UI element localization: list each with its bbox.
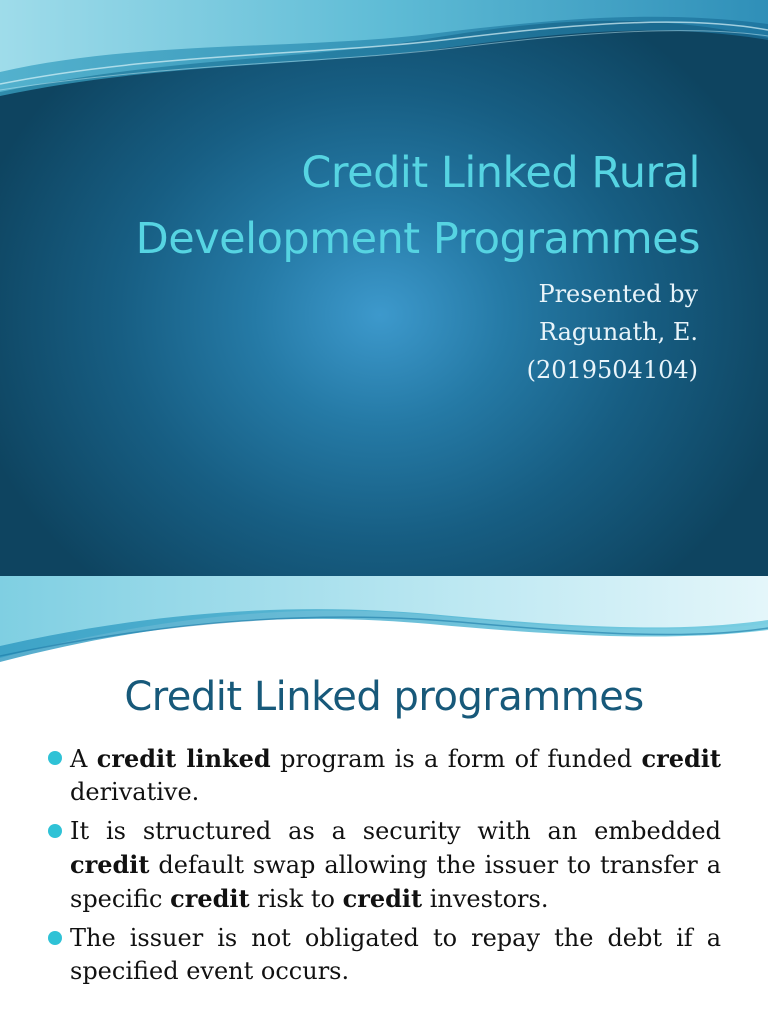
bullet-list (48, 742, 721, 994)
slide-title-line-2: Development Programmes (135, 214, 700, 264)
bullet-dot-icon (48, 824, 62, 838)
bullet-text: It is structured as a security with an embedded (70, 817, 721, 845)
slide-title-line-1: Credit Linked Rural (301, 148, 700, 198)
bullet-text: A (70, 745, 97, 773)
bullet-text: default swap allowing the issuer to transfer a specific (70, 851, 721, 913)
bullet-item (48, 922, 721, 988)
bullet-text: risk to (249, 885, 343, 913)
decorative-wave-top (0, 576, 768, 671)
bullet-text: The issuer is not obligated to repay the debt if a specified event occurs. (70, 924, 721, 985)
bullet-text-bold: credit (70, 850, 150, 879)
bullet-item (48, 815, 721, 916)
bullet-dot-icon (48, 751, 62, 765)
presenter-block (527, 275, 698, 389)
bullet-text-bold: credit (170, 884, 250, 913)
bullet-text-bold: credit linked (96, 744, 271, 773)
decorative-wave-top (0, 0, 768, 110)
bullet-text: derivative. (70, 778, 200, 806)
content-title: Credit Linked programmes (124, 674, 644, 720)
bullet-text-bold: credit (342, 884, 423, 913)
bullet-text: investors. (422, 885, 549, 913)
bullet-item (48, 742, 721, 809)
content-slide (0, 576, 768, 1024)
bullet-text: program is a form of funded (270, 745, 642, 773)
presenter-name: Ragunath, E. (538, 318, 698, 346)
presenter-label: Presented by (538, 280, 698, 308)
presenter-id: (2019504104) (526, 356, 698, 384)
bullet-dot-icon (48, 931, 62, 945)
bullet-text-bold: credit (641, 744, 721, 773)
slide-title (20, 140, 700, 272)
